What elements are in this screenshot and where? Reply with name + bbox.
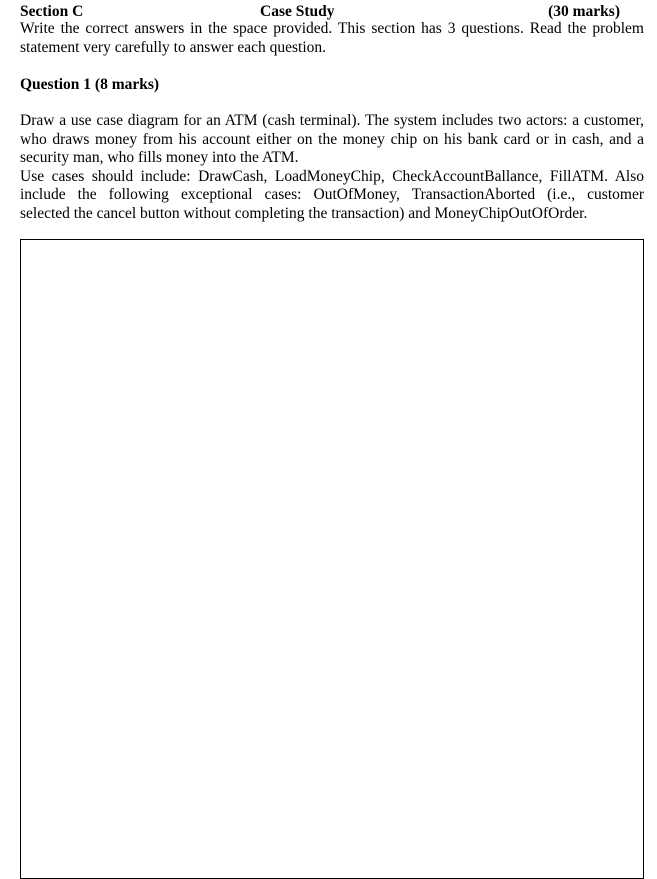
- question-line: Draw a use case diagram for an ATM (cash terminal). The system includes two actors: a customer,: [20, 112, 644, 129]
- section-title: Case Study: [260, 3, 335, 20]
- question-1-text: [20, 112, 644, 223]
- answer-box[interactable]: [20, 239, 644, 879]
- section-label: Section C: [20, 3, 84, 20]
- question-line: selected the cancel button without completing the transaction) and MoneyChipOutOfOrder.: [20, 204, 588, 222]
- question-line: who draws money from his account either on the money chip on his bank card or in cash, and a: [20, 130, 644, 148]
- instructions-line: Write the correct answers in the space provided. This section has 3 questions. Read the problem: [20, 20, 644, 37]
- instructions: [20, 20, 644, 57]
- question-line: include the following exceptional cases: OutOfMoney, TransactionAborted (i.e., customer: [20, 186, 644, 203]
- question-line: Use cases should include: DrawCash, LoadMoneyChip, CheckAccountBallance, FillATM. Also: [20, 167, 644, 185]
- instructions-line: statement very carefully to answer each question.: [20, 38, 327, 56]
- question-line: security man, who fills money into the ATM.: [20, 149, 299, 166]
- section-marks: (30 marks): [548, 3, 620, 20]
- question-1-title: Question 1 (8 marks): [20, 76, 160, 93]
- section-header: [20, 3, 620, 21]
